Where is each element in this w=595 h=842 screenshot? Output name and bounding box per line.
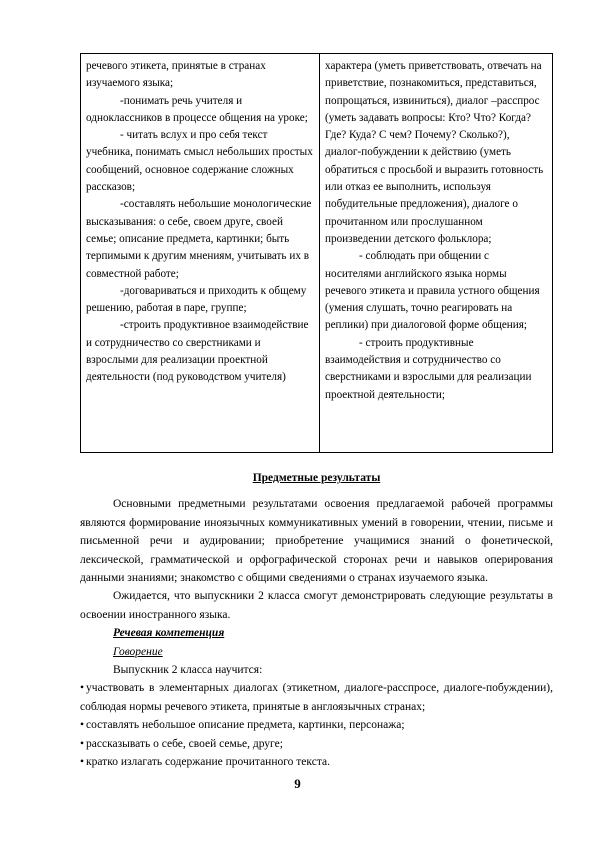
- table-left-column: [81, 54, 320, 452]
- right-cell-text: характера (уметь приветствовать, отвечать на приветствие, познакомиться, представиться, попрощаться, извиниться), диалог –расспрос (уметь задавать вопросы: Кто? Что? Когда? Где? Куда? С чем? Почему? Сколько?), диалог-побуждении к действию (уметь обратиться с просьбой и выразить готовность или отказ ее выполнить, используя побудительные предложения), диалоге о прочитанном или прослушанном произведении детского фольклора;: [325, 60, 544, 245]
- bullet-text: кратко излагать содержание прочитанного текста.: [86, 756, 330, 769]
- table-right-column: [320, 54, 552, 452]
- bullet-icon: •: [80, 737, 85, 750]
- bullet-text: составлять небольшое описание предмета, картинки, персонажа;: [86, 719, 405, 732]
- right-cell-text: - строить продуктивные взаимодействия и сотрудничество со сверстниками и взрослыми для реализации проектной деятельности;: [325, 336, 532, 401]
- left-cell-text: -строить продуктивное взаимодействие и сотрудничество со сверстниками и взрослыми для реализации проектной деятельности (под руководством учителя): [86, 319, 309, 384]
- left-cell-text: -понимать речь учителя и одноклассников в процессе общения на уроке;: [86, 94, 308, 124]
- paragraph: Основными предметными результатами освоения предлагаемой рабочей программы являются формирование иноязычных коммуникативных умений в говорении, чтении, письме и письменной речи и аудировании; приобретение учащимися знаний о фонетической, лексической, грамматической и орфографической сторонах речи и навыков оперирования данными знаниями; знакомство с общими сведениями о странах изучаемого языка.: [80, 498, 553, 585]
- subheading-competence: Речевая компетенция: [113, 627, 225, 640]
- left-cell-text: речевого этикета, принятые в странах изучаемого языка;: [86, 60, 266, 90]
- bullet-icon: •: [80, 719, 85, 732]
- right-cell-text: - соблюдать при общении с носителями английского языка нормы речевого этикета и правила устного общения (умения слушать, точно реагировать на реплики) при диалоговой форме общения;: [325, 250, 540, 332]
- page-number: 9: [294, 776, 301, 791]
- results-table: [80, 53, 553, 453]
- bullet-text: рассказывать о себе, своей семье, друге;: [86, 737, 283, 750]
- bullet-item: [80, 679, 553, 716]
- left-cell-text: -договариваться и приходить к общему решению, работая в паре, группе;: [86, 284, 307, 315]
- bullet-icon: •: [80, 756, 85, 769]
- bullet-text: участвовать в элементарных диалогах (этикетном, диалоге-расспросе, диалоге-побуждении), соблюдая нормы речевого этикета, принятые в англоязычных странах;: [80, 682, 553, 713]
- paragraph: Ожидается, что выпускники 2 класса смогут демонстрировать следующие результаты в освоении иностранного языка.: [80, 590, 553, 621]
- bullet-item: [80, 735, 553, 753]
- section-title: Предметные результаты: [252, 472, 381, 484]
- bullet-icon: •: [80, 682, 85, 695]
- subheading-speaking: Говорение: [113, 645, 163, 658]
- learns-intro: Выпускник 2 класса научится:: [113, 664, 263, 677]
- bullet-item: [80, 753, 553, 771]
- left-cell-text: - читать вслух и про себя текст учебника, понимать смысл небольших простых сообщений, основное содержание сложных рассказов;: [86, 129, 313, 194]
- left-cell-text: -составлять небольшие монологические высказывания: о себе, своем друге, своей семье; описание предмета, картинки; быть терпимыми к другим мнениям, учитывать их в совместной работе;: [86, 198, 312, 280]
- bullet-item: [80, 716, 553, 734]
- subject-results-section: [80, 469, 553, 772]
